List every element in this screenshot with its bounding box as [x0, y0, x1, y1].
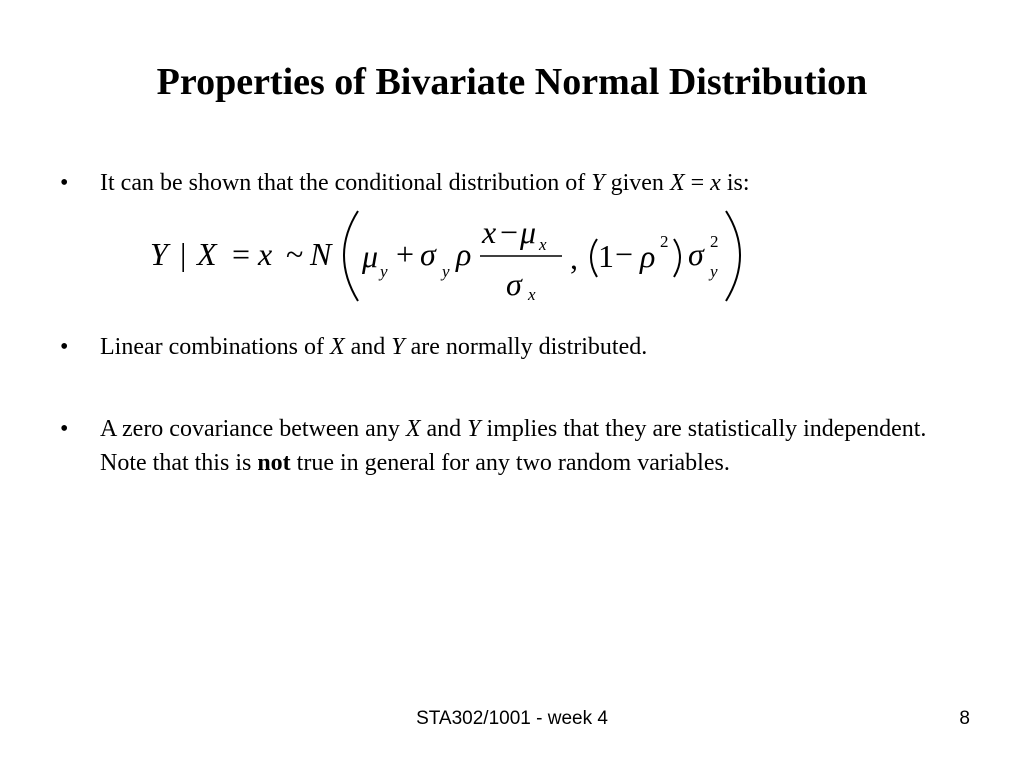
eq-left-paren	[591, 239, 597, 277]
bullet-2-part-1: Linear combinations of	[100, 334, 330, 360]
bullet-1-part-1: It can be shown that the conditional distribution of	[100, 170, 592, 196]
bullet-3-var-y: Y	[467, 416, 481, 442]
conditional-distribution-equation	[150, 205, 770, 305]
eq-frac-den-sub-x: x	[528, 285, 536, 304]
eq-sigma-y: σ	[420, 236, 436, 272]
bullet-2-var-y: Y	[391, 334, 405, 360]
bullet-1-var-small-x: x	[710, 170, 721, 196]
eq-sigma-sup-2: 2	[710, 232, 719, 251]
eq-sigma-sub-y: y	[442, 262, 450, 281]
bullet-text-1	[100, 166, 960, 200]
bullet-3-part-3: implies that they are statistically independent. Note that this is	[100, 416, 927, 476]
eq-equals: =	[232, 236, 251, 272]
bullet-dot-icon: •	[60, 416, 69, 442]
bullet-1-part-4: is:	[720, 170, 750, 196]
bullet-dot-icon: •	[60, 170, 69, 196]
bullet-1-var-x: X	[669, 170, 685, 196]
bullet-1-part-2: given	[604, 170, 670, 196]
eq-sigma-sub-y-2: y	[710, 262, 718, 281]
eq-mu-sub-y: y	[380, 262, 388, 281]
eq-frac-den-sigma: σ	[506, 266, 522, 302]
eq-frac-num-sub-x: x	[539, 235, 547, 254]
eq-X: X	[197, 236, 217, 272]
bullet-2-part-2: and	[344, 334, 392, 360]
eq-right-big-paren	[726, 211, 740, 301]
eq-tilde: ~	[286, 236, 304, 272]
eq-one: 1	[598, 238, 614, 274]
eq-N: N	[310, 236, 332, 272]
equation-svg	[150, 205, 770, 305]
bullet-1-part-3: =	[684, 170, 711, 196]
bullet-2-var-x: X	[329, 334, 345, 360]
eq-x: x	[258, 236, 273, 272]
eq-left-big-paren	[344, 211, 358, 301]
eq-comma: ,	[570, 240, 578, 276]
bullet-1-var-y: Y	[591, 170, 605, 196]
eq-rho-2: ρ	[640, 238, 656, 274]
eq-plus: +	[396, 236, 415, 272]
footer-course-label: STA302/1001 - week 4	[416, 708, 608, 729]
bullet-text-2	[100, 330, 960, 364]
bullet-3-part-4: true in general for any two random variables.	[290, 450, 730, 476]
eq-Y: Y	[150, 236, 168, 272]
bullet-3-part-2: and	[420, 416, 468, 442]
eq-frac-num-minus: −	[500, 214, 519, 250]
bullet-2-part-3: are normally distributed.	[404, 334, 648, 360]
bullet-3-bold-not: not	[257, 450, 291, 476]
eq-sigma-y-2: σ	[688, 236, 704, 272]
eq-mu-y: μ	[362, 238, 379, 274]
eq-frac-num-mu: μ	[520, 214, 537, 250]
eq-frac-num-x: x	[482, 214, 497, 250]
bullet-3-var-x: X	[405, 416, 421, 442]
slide-title: Properties of Bivariate Normal Distribution	[156, 61, 868, 103]
bullet-dot-icon: •	[60, 334, 69, 360]
bullet-3-part-1: A zero covariance between any	[100, 416, 406, 442]
footer-page-number: 8	[959, 708, 970, 729]
eq-rho-sup-2: 2	[660, 232, 669, 251]
bullet-text-3	[100, 412, 960, 480]
eq-minus: −	[615, 236, 634, 272]
eq-bar: |	[180, 236, 187, 272]
eq-right-paren	[674, 239, 680, 277]
eq-rho: ρ	[456, 236, 472, 272]
